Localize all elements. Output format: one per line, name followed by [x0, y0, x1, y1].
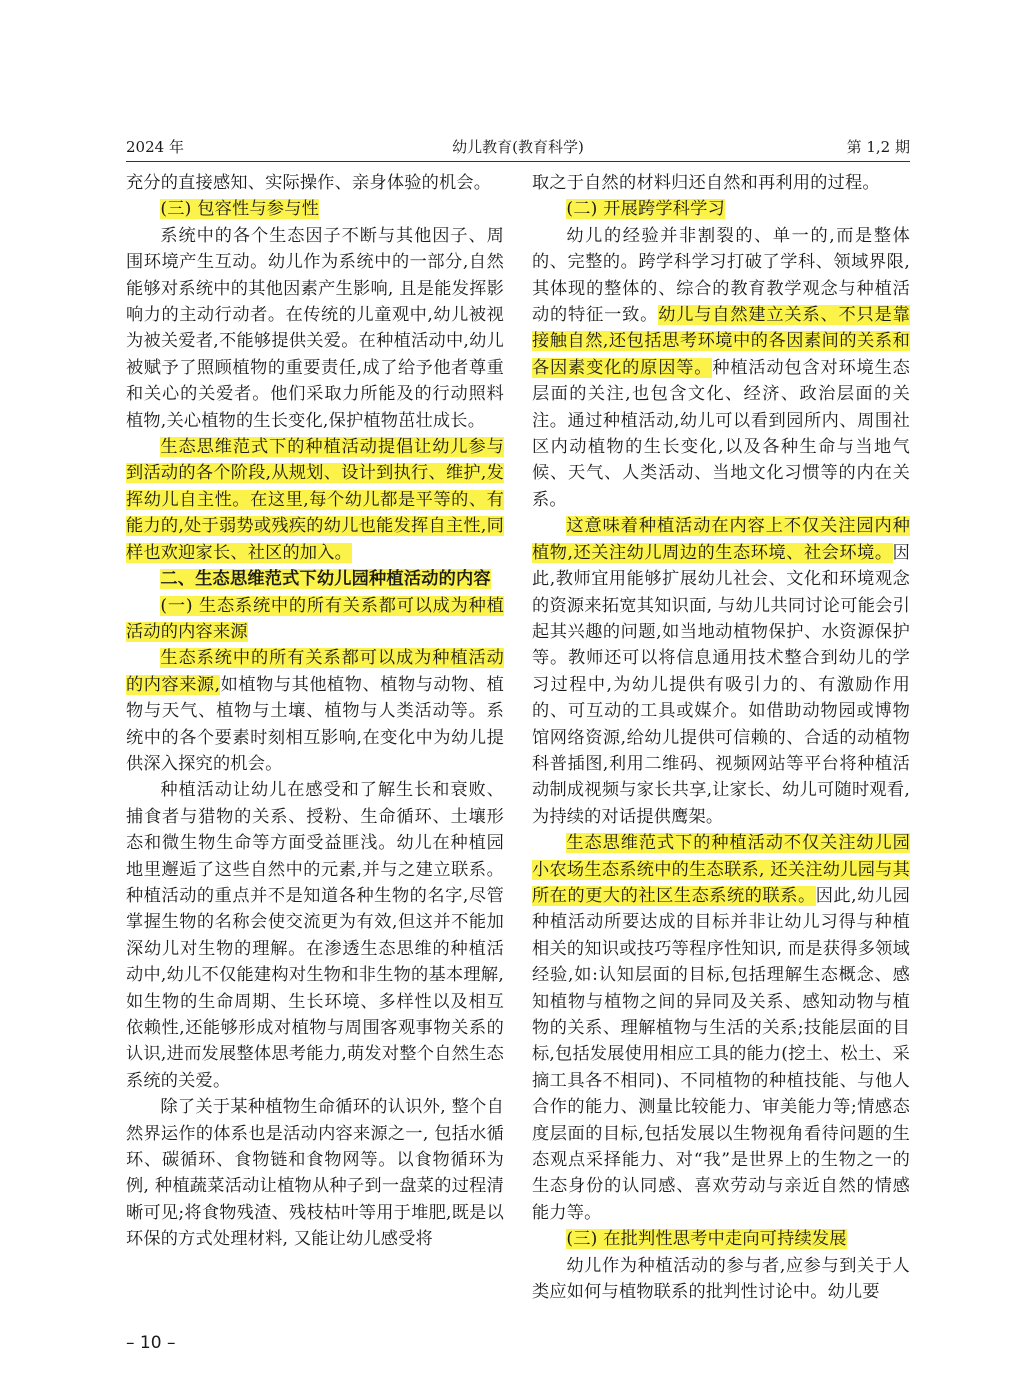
paragraph-text: 种植活动包含对环境生态层面的关注,也包含文化、经济、政治层面的关注。通过种植活动,幼儿可以看到园所内、周围社区内动植物的生长变化,以及各种生命与当地气候、天气、人类活动、当地文化习惯等的内在关系。	[532, 357, 910, 510]
highlighted-heading: (三) 包容性与参与性	[160, 199, 319, 220]
paragraph-text: 幼儿的经验并非割裂的、单一的,而是整体的、完整的。跨学科学习打破了学科、领域界限,其体现的整体的、综合的教育教学观念与种植活动的特征一致。	[532, 225, 910, 326]
left-column	[126, 170, 504, 1253]
running-header	[126, 134, 910, 160]
highlighted-heading: (三) 在批判性思考中走向可持续发展	[566, 1229, 847, 1250]
header-issue: 第 1,2 期	[846, 138, 910, 156]
section-heading	[532, 1226, 910, 1252]
header-journal: 幼儿教育(教育科学)	[452, 138, 584, 156]
paragraph-text: 因此,教师宜用能够扩展幼儿社会、文化和环境观念的资源来拓宽其知识面, 与幼儿共同讨论可能会引起其兴趣的问题,如当地动植物保护、水资源保护等。教师还可以将信息通用技术整合到幼儿的学习过程中,为幼儿提供有吸引力的、有激励作用的、可互动的工具或媒介。如借助动物园或博物馆网络资源,给幼儿提供可信赖的、合适的动植物科普插图,利用二维码、视频网站等平台将种植活动制成视频与家长共享,让家长、幼儿可随时观看,为持续的对话提供鹰架。	[532, 542, 910, 827]
paragraph	[126, 434, 504, 566]
highlighted-heading: 二、生态思维范式下幼儿园种植活动的内容	[160, 569, 491, 590]
section-heading	[126, 196, 504, 222]
paragraph: 幼儿作为种植活动的参与者,应参与到关于人类应如何与植物联系的批判性讨论中。幼儿要	[532, 1255, 910, 1303]
paragraph-text: 如植物与其他植物、植物与动物、植物与天气、植物与土壤、植物与人类活动等。系统中的各个要素时刻相互影响,在变化中为幼儿提供深入探究的机会。	[126, 674, 505, 774]
highlighted-text: 生态思维范式下的种植活动不仅关注幼儿园小农场生态系统中的生态联系, 还关注幼儿园与其所在的更大的社区生态系统的联系。	[532, 833, 910, 906]
paragraph: 除了关于某种植物生命循环的认识外, 整个自然界运作的体系也是活动内容来源之一, 包括水循环、碳循环、食物链和食物网等。以食物循环为例, 种植蔬菜活动让植物从种子到一盘菜的过程清晰可见;将食物残渣、残枝枯叶等用于堆肥,既是以环保的方式处理材料, 又能让幼儿感受将	[126, 1097, 504, 1250]
paragraph	[532, 513, 910, 830]
section-heading	[532, 196, 910, 222]
header-rule	[126, 161, 910, 162]
highlighted-text: 生态系统中的所有关系都可以成为种植活动的内容来源,	[126, 648, 504, 695]
highlighted-heading: (二) 开展跨学科学习	[566, 199, 725, 220]
highlighted-text: 幼儿与自然建立关系、不只是靠接触自然,还包括思考环境中的各因素间的关系和各因素变化的原因等。	[532, 305, 910, 378]
paragraph	[532, 223, 910, 513]
chapter-heading	[126, 566, 504, 592]
section-heading	[126, 593, 504, 646]
highlighted-text: 生态思维范式下的种植活动提倡让幼儿参与到活动的各个阶段,从规划、设计到执行、维护,发挥幼儿自主性。在这里,每个幼儿都是平等的、有能力的,处于弱势或残疾的幼儿也能发挥自主性,同样也欢迎家长、社区的加入。	[126, 437, 504, 563]
header-year: 2024 年	[126, 138, 184, 156]
paragraph: 充分的直接感知、实际操作、亲身体验的机会。	[126, 173, 492, 193]
paragraph: 种植活动让幼儿在感受和了解生长和衰败、捕食者与猎物的关系、授粉、生命循环、土壤形态和微生物生命等方面受益匪浅。幼儿在种植园地里邂逅了这些自然中的元素,并与之建立联系。种植活动的重点并不是知道各种生物的名字,尽管掌握生物的名称会使交流更为有效,但这并不能加深幼儿对生物的理解。在渗透生态思维的种植活动中,幼儿不仅能建构对生物和非生物的基本理解,如生物的生命周期、生长环境、多样性以及相互依赖性,还能够形成对植物与周围客观事物关系的认识,进而发展整体思考能力,萌发对整个自然生态系统的关爱。	[126, 780, 504, 1091]
paragraph-text: 因此,幼儿园种植活动所要达成的目标并非让幼儿习得与种植相关的知识或技巧等程序性知识, 而是获得多领域经验,如:认知层面的目标,包括理解生态概念、感知植物与植物之间的异同及关系、感知动物与植物的关系、理解植物与生活的关系;技能层面的目标,包括发展使用相应工具的能力(挖土、松土、采摘工具各不相同)、不同植物的种植技能、与他人合作的能力、测量比较能力、审美能力等;情感态度层面的目标,包括发展以生物视角看待问题的生态观点采择能力、对“我”是世界上的生物之一的生态身份的认同感、喜欢劳动与亲近自然的情感能力等。	[532, 885, 911, 1223]
paragraph: 系统中的各个生态因子不断与其他因子、周围环境产生互动。幼儿作为系统中的一部分,自然能够对系统中的其他因素产生影响, 且是能发挥影响力的主动行动者。在传统的儿童观中,幼儿被视为被关爱者,不能够提供关爱。在种植活动中,幼儿被赋予了照顾植物的重要责任,成了给予他者尊重和关心的关爱者。他们采取力所能及的行动照料植物,关心植物的生长变化,保护植物茁壮成长。	[126, 225, 504, 431]
paragraph	[126, 645, 504, 777]
right-column	[532, 170, 910, 1305]
paragraph: 取之于自然的材料归还自然和再利用的过程。	[532, 173, 880, 193]
page-number: – 10 –	[126, 1333, 176, 1353]
highlighted-heading: (一) 生态系统中的所有关系都可以成为种植活动的内容来源	[126, 595, 504, 642]
highlighted-text: 这意味着种植活动在内容上不仅关注园内种植物,还关注幼儿周边的生态环境、社会环境。	[532, 516, 910, 563]
paragraph	[532, 830, 910, 1226]
